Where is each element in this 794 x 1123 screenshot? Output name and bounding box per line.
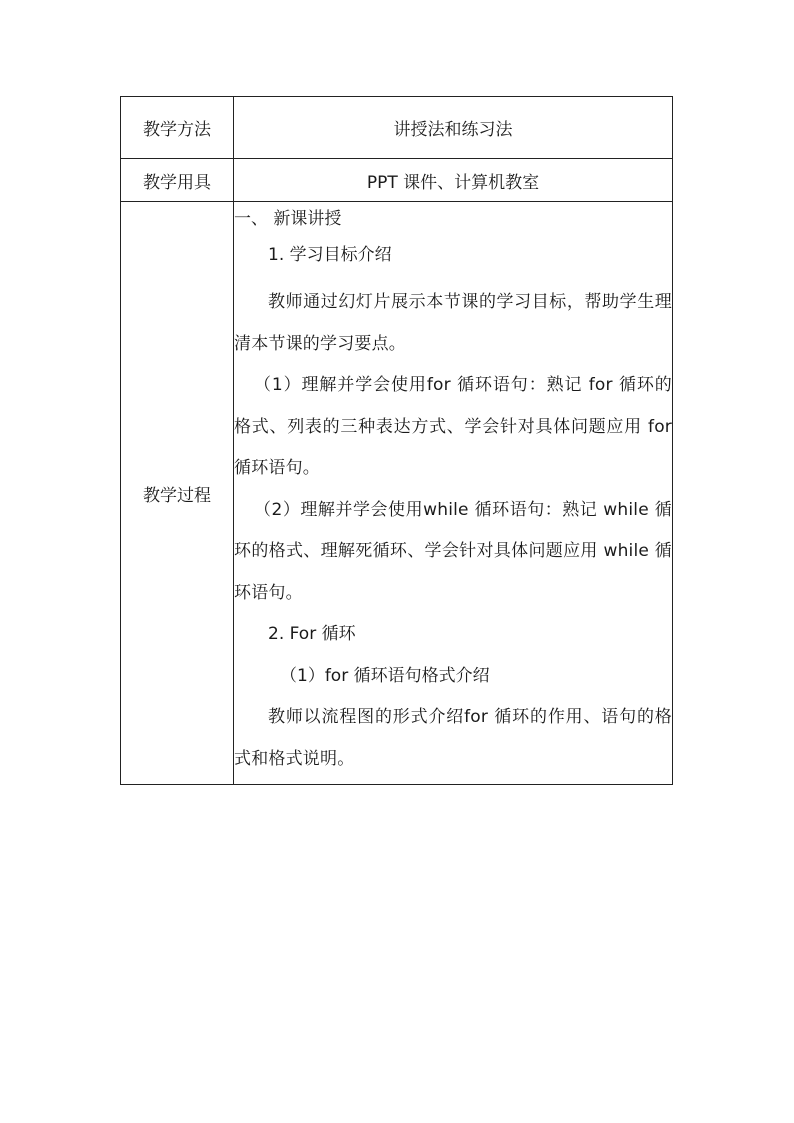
section-title: 一、 新课讲授 [234,209,342,229]
lesson-plan-table [120,96,673,785]
sub2-paragraph: 教师以流程图的形式介绍for 循环的作用、语句的格式和格式说明。 [234,707,672,769]
table-row-teaching-process [121,202,673,785]
table-row-teaching-tools [121,159,673,202]
teaching-process-content [234,202,673,785]
teaching-method-label: 教学方法 [121,97,234,159]
teaching-tools-value: PPT 课件、计算机教室 [234,159,673,202]
table-row-teaching-method [121,97,673,159]
sub1-paragraph: 教师通过幻灯片展示本节课的学习目标，帮助学生理清本节课的学习要点。 [234,292,672,354]
teaching-process-label: 教学过程 [121,202,234,785]
goal-2-paragraph: （2）理解并学会使用while 循环语句：熟记 while 循环的格式、理解死循环、学会针对具体问题应用 while 循环语句。 [234,499,672,603]
teaching-tools-label: 教学用具 [121,159,234,202]
teaching-method-value: 讲授法和练习法 [234,97,673,159]
goal-1-paragraph: （1）理解并学会使用for 循环语句：熟记 for 循环的格式、列表的三种表达方式、学会针对具体问题应用 for 循环语句。 [234,375,672,478]
sub2-title: 2. For 循环 [268,624,356,644]
sub1-title: 1. 学习目标介绍 [268,245,392,265]
sub2-item-1: （1）for 循环语句格式介绍 [280,665,490,686]
